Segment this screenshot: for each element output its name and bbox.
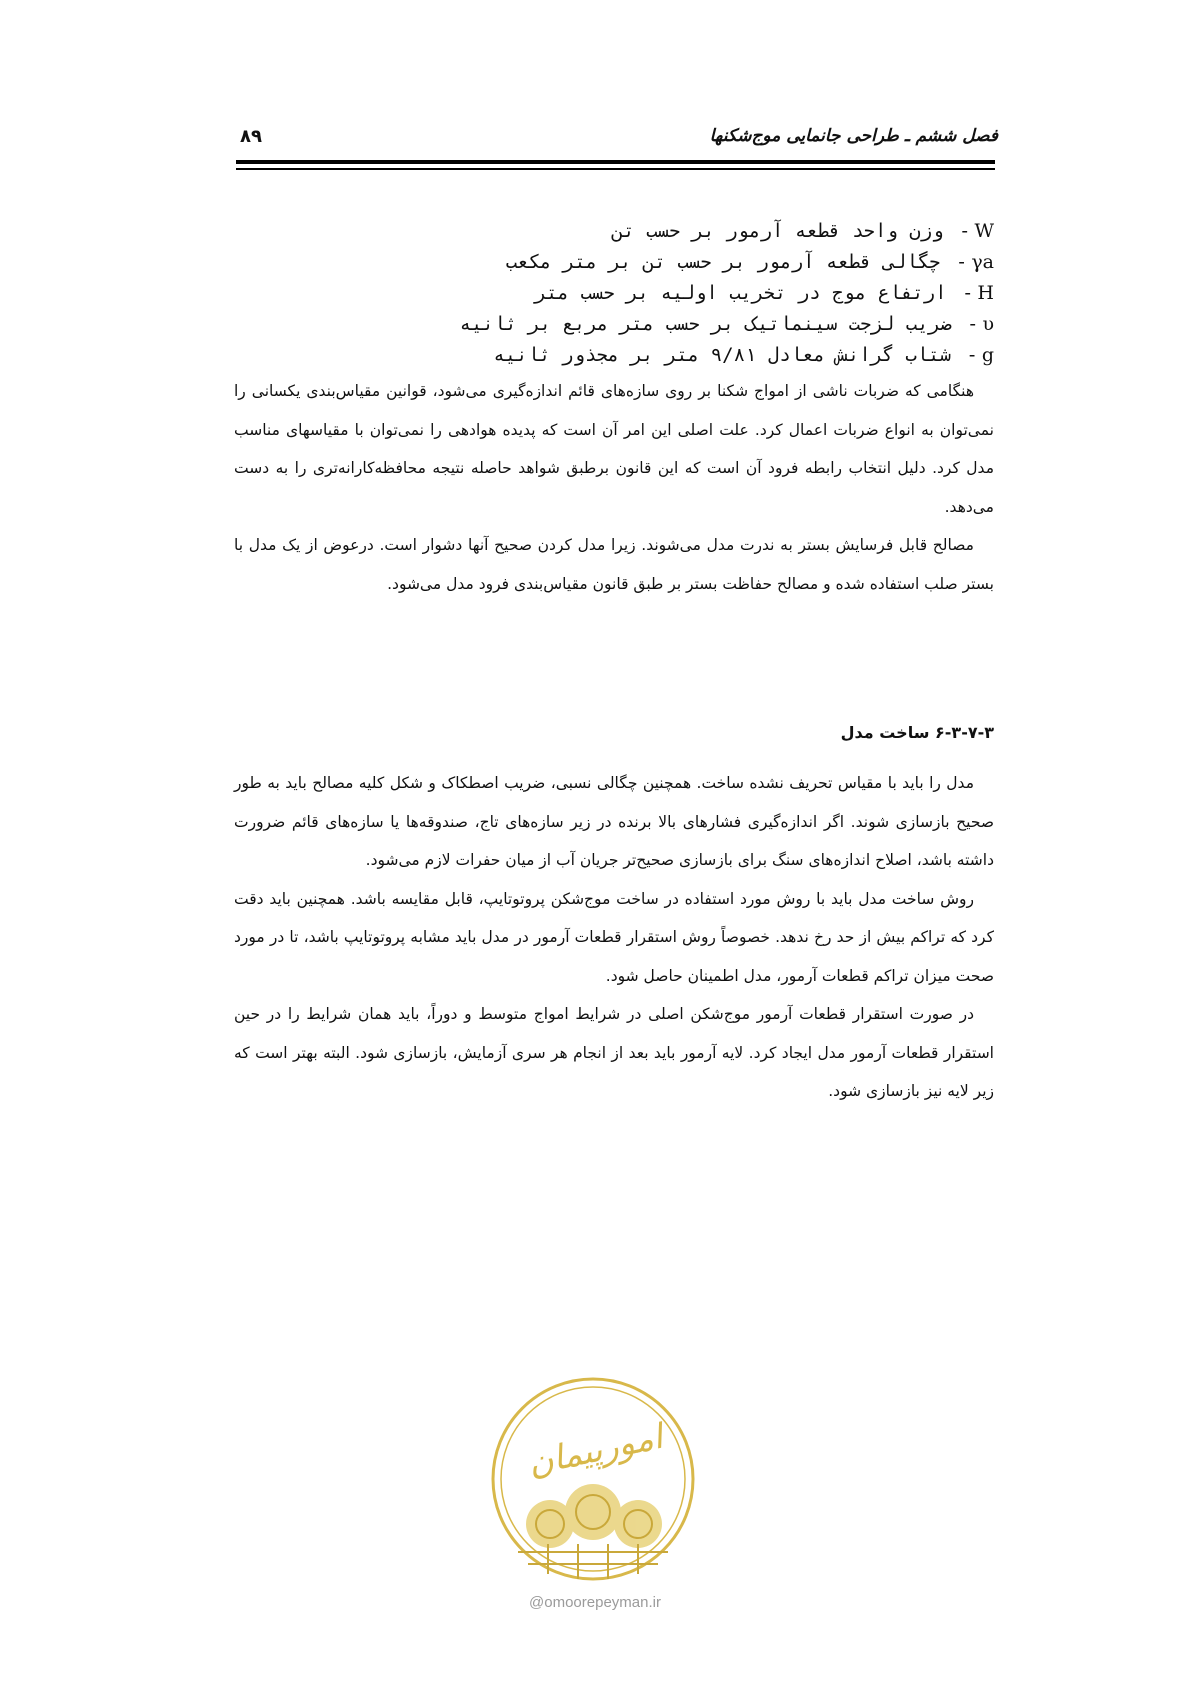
paragraph: مصالح قابل فرسایش بستر به ندرت مدل می‌شوند. زیرا مدل کردن صحیح آنها دشوار است. درعوض از یک مدل با بستر صلب استفاده شده و مصالح حفاظت بستر بر طبق قانون مقیاس‌بندی فرود مدل می‌شود. <box>234 536 994 593</box>
variable-text: - وزن واحد قطعه آرمور بر حسب تن <box>611 220 975 242</box>
variable-text: - چگالی قطعه آرمور بر حسب تن بر متر مکعب <box>505 251 972 273</box>
paragraph: مدل را باید با مقیاس تحریف نشده ساخت. همچنین چگالی نسبی، ضریب اصطکاک و شکل کلیه مصالح باید به طور صحیح بازسازی شوند. اگر اندازه‌گیری فشارهای بالا برنده در زیر سازه‌های تاج، صندوقه‌ها یا سازه‌های قائم ضرورت داشته باشد، اصلاح اندازه‌های سنگ برای بازسازی صحیح‌تر جریان آب از میان حفرات لازم می‌شود. <box>234 774 994 869</box>
variable-line <box>234 309 994 340</box>
variable-line <box>234 340 994 371</box>
section-heading: ۶-۳-۷-۳ ساخت مدل <box>840 723 994 742</box>
header-rule-thin <box>236 168 995 170</box>
variable-definitions <box>234 216 994 371</box>
variable-line <box>234 247 994 278</box>
variable-text: - ضریب لزجت سینماتیک بر حسب متر مربع بر ثانیه <box>459 313 983 335</box>
variable-symbol: υ <box>982 313 994 335</box>
paragraph: هنگامی که ضربات ناشی از امواج شکنا بر روی سازه‌های قائم اندازه‌گیری می‌شود، قوانین مقیاس‌بندی یکسانی را نمی‌توان به انواع ضربات اعمال کرد. علت اصلی این امر آن است که پدیده هوادهی را نمی‌توان با مقیاسهای مناسب مدل کرد. دلیل انتخاب رابطه فرود آن است که این قانون برطبق شواهد حاصله نتیجه محافظه‌کارانه‌تری را به دست می‌دهد. <box>234 382 994 516</box>
paragraph: در صورت استقرار قطعات آرمور موج‌شکن اصلی در شرایط امواج متوسط و دوراً، باید همان شرایط را در حین استقرار قطعات آرمور مدل ایجاد کرد. لایه آرمور باید بعد از انجام هر سری آزمایش، بازسازی شود. البته بهتر است که زیر لایه نیز بازسازی شود. <box>234 1005 994 1100</box>
page-number: ۸۹ <box>240 126 262 147</box>
variable-symbol: W <box>974 220 994 242</box>
variable-text: - ارتفاع موج در تخریب اولیه بر حسب متر <box>534 282 978 304</box>
variable-line <box>234 216 994 247</box>
variable-text: - شتاب گرانش معادل ۹/۸۱ متر بر مجذور ثانیه <box>493 344 982 366</box>
variable-line <box>234 278 994 309</box>
section-model-construction <box>234 714 994 1111</box>
paragraph: روش ساخت مدل باید با روش مورد استفاده در ساخت موج‌شکن پروتوتایپ، قابل مقایسه باشد. همچنین باید دقت کرد که تراکم بیش از حد رخ ندهد. خصوصاً روش استقرار قطعات آرمور در مدل باید مشابه پروتوتایپ باشد، تا در مورد صحت میزان تراکم قطعات آرمور، مدل اطمینان حاصل شود. <box>234 889 994 985</box>
chapter-title: فصل ششم ـ طراحی جانمایی موج‌شکنها <box>709 126 998 146</box>
variable-symbol: γa <box>971 251 994 273</box>
variable-symbol: g <box>981 344 994 366</box>
variable-symbol: H <box>977 282 994 304</box>
watermark-caption: @omoorepeyman.ir <box>529 1594 661 1611</box>
watermark-logo-text: امورپیمان <box>524 1416 667 1485</box>
intro-text <box>234 372 994 603</box>
watermark-logo <box>488 1374 698 1584</box>
header-rule-thick <box>236 160 995 164</box>
